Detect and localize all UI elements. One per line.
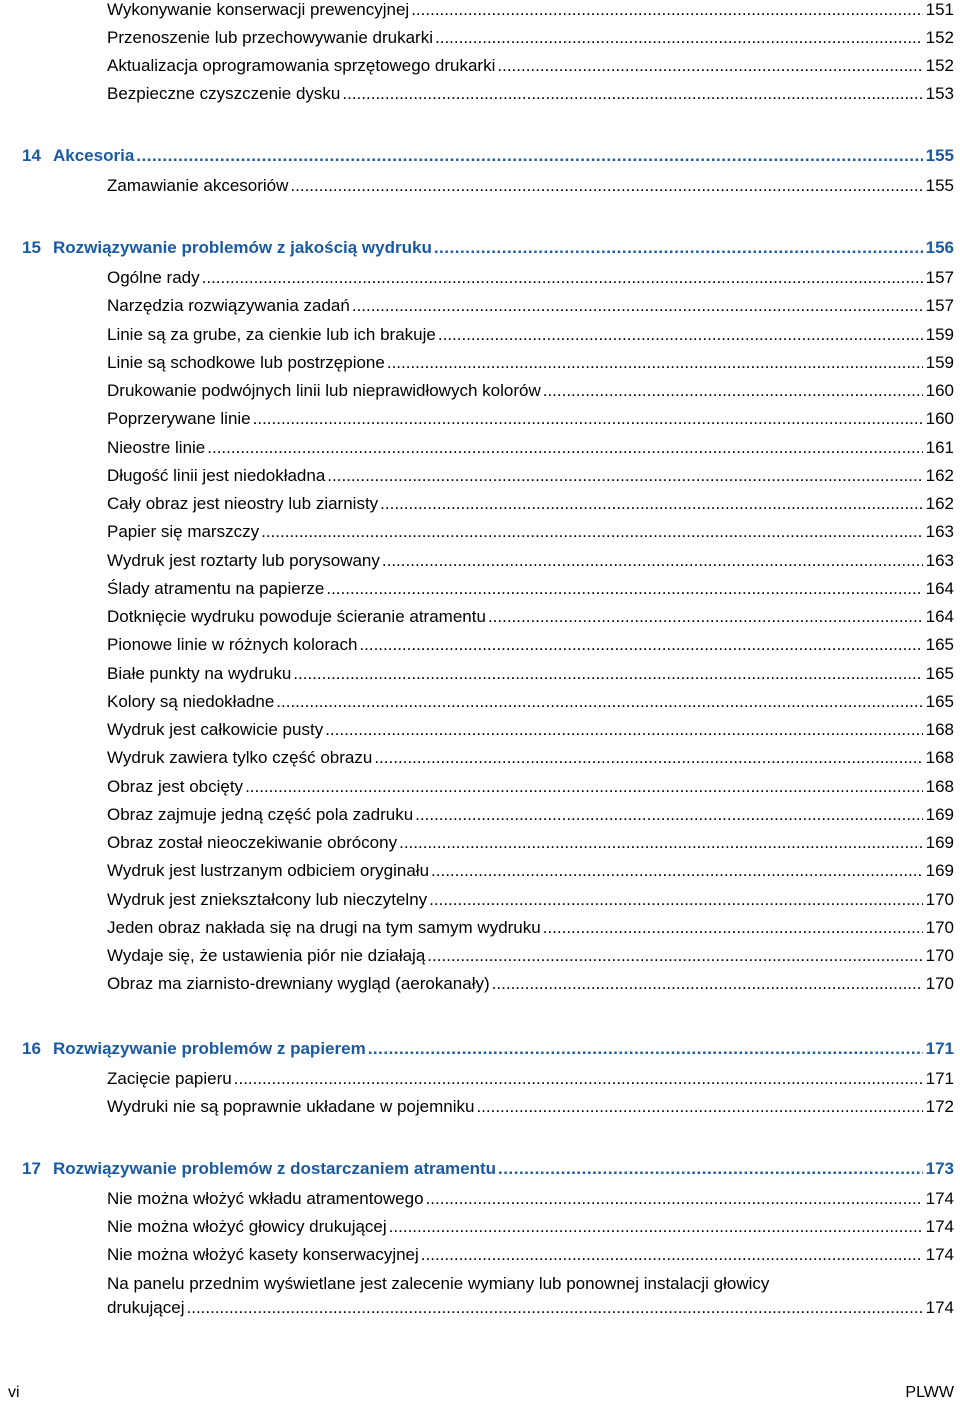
toc-entry-page: 170 [925, 974, 954, 994]
toc-entry-title: Nieostre linie [107, 437, 206, 457]
toc-entry-title: Białe punkty na wydruku [107, 663, 292, 683]
toc-entry[interactable] [107, 296, 954, 320]
leader-dots [476, 1097, 922, 1117]
toc-entry-title: Zamawianie akcesoriów [107, 176, 289, 195]
leader-dots [276, 692, 922, 712]
toc-entry-page: 168 [925, 748, 954, 768]
toc-entry[interactable] [107, 522, 954, 546]
leader-dots [325, 720, 922, 740]
chapter-title: Akcesoria [53, 146, 135, 165]
toc-chapter-16[interactable] [22, 1039, 954, 1063]
toc-entry-title: Nie można włożyć kasety konserwacyjnej [107, 1245, 419, 1264]
toc-entry-page: 162 [925, 465, 954, 485]
leader-dots [399, 833, 923, 853]
toc-entry-title: Nie można włożyć wkładu atramentowego [107, 1189, 424, 1208]
leader-dots [498, 1159, 923, 1179]
toc-entry-title: Długość linii jest niedokładna [107, 465, 326, 485]
toc-entry-page: 165 [925, 691, 954, 711]
leader-dots [426, 1189, 923, 1209]
chapter-number: 14 [22, 146, 41, 165]
leader-dots [434, 238, 923, 258]
toc-entry-page: 169 [925, 861, 954, 881]
toc-entry-title: Wydruk jest roztarty lub porysowany [107, 550, 380, 570]
toc-entry-page: 169 [925, 833, 954, 852]
toc-entry[interactable] [107, 325, 954, 349]
toc-entry-page: 170 [925, 889, 954, 909]
toc-entry-title: Poprzerywane linie [107, 409, 251, 429]
leader-dots [342, 84, 922, 104]
leader-dots [380, 494, 922, 514]
leader-dots [411, 0, 922, 20]
toc-entry[interactable] [107, 56, 954, 80]
toc-entry-page: 164 [925, 607, 954, 626]
toc-entry-title: Bezpieczne czyszczenie dysku [107, 84, 341, 103]
toc-entry[interactable] [107, 1298, 954, 1322]
leader-dots [326, 579, 922, 599]
toc-entry-title: Wydruk jest zniekształcony lub nieczytelny [107, 889, 428, 909]
toc-entry-page: 152 [925, 28, 954, 47]
toc-entry-title: Wydruk zawiera tylko część obrazu [107, 748, 373, 768]
leader-dots [543, 918, 923, 938]
toc-entry[interactable] [107, 1069, 954, 1093]
leader-dots [187, 1298, 923, 1318]
toc-entry-page: 168 [925, 720, 954, 739]
leader-dots [389, 1217, 923, 1237]
toc-entry-title: Wydaje się, że ustawienia piór nie działają [107, 946, 426, 965]
chapter-title: Rozwiązywanie problemów z jakością wydruku [53, 238, 432, 257]
toc-entry[interactable] [107, 381, 954, 405]
leader-dots [327, 466, 922, 486]
toc-entry-page: 165 [925, 635, 954, 655]
toc-entry[interactable] [107, 466, 954, 490]
toc-entry[interactable] [107, 176, 954, 200]
toc-entry[interactable] [107, 438, 954, 462]
toc-entry-page: 172 [925, 1097, 954, 1116]
leader-dots [431, 861, 923, 881]
leader-dots [427, 946, 922, 966]
toc-entry-page: 160 [925, 381, 954, 400]
toc-entry[interactable] [107, 353, 954, 377]
toc-entry-page: 169 [925, 804, 954, 824]
toc-entry-page: 174 [925, 1217, 954, 1236]
toc-entry[interactable] [107, 805, 954, 829]
toc-entry-title: Dotknięcie wydruku powoduje ścieranie atramentu [107, 607, 486, 626]
leader-dots [202, 268, 923, 288]
toc-entry[interactable] [107, 1245, 954, 1269]
toc-entry[interactable] [107, 664, 954, 688]
toc-entry[interactable] [107, 692, 954, 716]
leader-dots [382, 551, 923, 571]
toc-entry-title: Ogólne rady [107, 268, 200, 287]
toc-entry[interactable] [107, 579, 954, 603]
leader-dots [293, 664, 922, 684]
toc-entry[interactable] [107, 748, 954, 772]
toc-entry[interactable] [107, 777, 954, 801]
toc-chapter-15[interactable] [22, 238, 954, 262]
toc-entry[interactable] [107, 918, 954, 942]
toc-entry[interactable] [107, 268, 954, 292]
chapter-number: 17 [22, 1159, 41, 1178]
toc-entry-title: Narzędzia rozwiązywania zadań [107, 296, 350, 316]
toc-entry-title: Wydruki nie są poprawnie układane w pojemniku [107, 1097, 475, 1116]
chapter-title: Rozwiązywanie problemów z papierem [53, 1039, 366, 1058]
footer-page-number: vi [8, 1384, 20, 1401]
toc-entry[interactable] [107, 635, 954, 659]
toc-entry[interactable] [107, 1097, 954, 1121]
chapter-title: Rozwiązywanie problemów z dostarczaniem atramentu [53, 1159, 497, 1178]
toc-entry-title: Linie są za grube, za cienkie lub ich brakuje [107, 324, 436, 344]
toc-entry-title: Wykonywanie konserwacji prewencyjnej [107, 0, 410, 19]
toc-entry-title: Obraz ma ziarnisto-drewniany wygląd (aerokanały) [107, 974, 490, 994]
toc-chapter-14[interactable] [22, 146, 954, 170]
toc-entry-title-line1[interactable]: Na panelu przednim wyświetlane jest zalecenie wymiany lub ponownej instalacji głowicy [107, 1274, 770, 1293]
toc-entry-page: 174 [925, 1189, 954, 1208]
leader-dots [136, 146, 922, 166]
leader-dots [488, 607, 923, 627]
toc-entry-title: Obraz został nieoczekiwanie obrócony [107, 833, 398, 852]
toc-entry-page: 162 [925, 494, 954, 513]
toc-entry-title: Obraz jest obcięty [107, 776, 244, 796]
leader-dots [253, 409, 923, 429]
toc-entry[interactable] [107, 890, 954, 914]
toc-entry-page: 161 [925, 437, 954, 457]
toc-entry-page: 170 [925, 917, 954, 937]
toc-chapter-17[interactable] [22, 1159, 954, 1183]
toc-entry[interactable] [107, 720, 954, 744]
footer-locale-code: PLWW [905, 1384, 954, 1401]
chapter-page: 173 [925, 1159, 954, 1178]
leader-dots [543, 381, 923, 401]
toc-entry-page: 157 [925, 296, 954, 316]
leader-dots [261, 522, 923, 542]
toc-entry[interactable] [107, 0, 954, 24]
leader-dots [415, 805, 922, 825]
toc-entry[interactable] [107, 1217, 954, 1241]
toc-entry[interactable] [107, 551, 954, 575]
leader-dots [374, 748, 922, 768]
toc-entry-page: 170 [925, 946, 954, 965]
toc-entry-title: Aktualizacja oprogramowania sprzętowego drukarki [107, 56, 496, 75]
toc-entry[interactable] [107, 946, 954, 970]
toc-entry-page: 164 [925, 578, 954, 598]
leader-dots [352, 296, 923, 316]
toc-entry-page: 159 [925, 324, 954, 344]
leader-dots [387, 353, 923, 373]
toc-entry-title: Ślady atramentu na papierze [107, 578, 325, 598]
leader-dots [421, 1245, 923, 1265]
toc-entry-page: 160 [925, 409, 954, 429]
chapter-page: 155 [925, 146, 954, 165]
toc-entry-title: Nie można włożyć głowicy drukującej [107, 1217, 387, 1236]
toc-entry[interactable] [107, 607, 954, 631]
toc-entry[interactable] [107, 84, 954, 108]
toc-entry-page: 174 [925, 1245, 954, 1264]
toc-entry[interactable] [107, 1189, 954, 1213]
chapter-page: 156 [925, 238, 954, 257]
toc-entry-page: 174 [925, 1298, 954, 1317]
leader-dots [359, 635, 922, 655]
toc-entry[interactable] [107, 974, 954, 998]
toc-entry-page: 171 [925, 1069, 954, 1088]
toc-entry-title: Przenoszenie lub przechowywanie drukarki [107, 28, 433, 47]
toc-entry-page: 151 [925, 0, 954, 19]
leader-dots [234, 1069, 923, 1089]
toc-entry-page: 153 [925, 84, 954, 103]
toc-entry-page: 157 [925, 268, 954, 287]
leader-dots [435, 28, 923, 48]
toc-entry[interactable] [107, 833, 954, 857]
toc-entry-page: 168 [925, 776, 954, 796]
toc-entry-title: Obraz zajmuje jedną część pola zadruku [107, 804, 414, 824]
toc-entry-title: Linie są schodkowe lub postrzępione [107, 352, 385, 372]
toc-entry-title: Wydruk jest lustrzanym odbiciem oryginału [107, 861, 430, 881]
toc-entry[interactable] [107, 494, 954, 518]
leader-dots [290, 176, 922, 196]
leader-dots [207, 438, 922, 458]
toc-entry[interactable] [107, 28, 954, 52]
leader-dots [429, 890, 922, 910]
toc-entry-page: 152 [925, 56, 954, 75]
leader-dots [368, 1039, 923, 1059]
toc-entry-title: Pionowe linie w różnych kolorach [107, 635, 358, 655]
toc-entry-title: Jeden obraz nakłada się na drugi na tym samym wydruku [107, 917, 541, 937]
leader-dots [438, 325, 923, 345]
leader-dots [492, 974, 923, 994]
toc-entry-page: 163 [925, 550, 954, 570]
toc-entry-title: Kolory są niedokładne [107, 691, 275, 711]
chapter-page: 171 [925, 1039, 954, 1058]
toc-entry-page: 155 [925, 176, 954, 195]
leader-dots [245, 777, 923, 797]
toc-entry-title: Papier się marszczy [107, 522, 260, 542]
leader-dots [497, 56, 922, 76]
toc-entry-title: Cały obraz jest nieostry lub ziarnisty [107, 494, 379, 513]
chapter-number: 15 [22, 238, 41, 257]
toc-entry-page: 159 [925, 352, 954, 372]
toc-entry-title: Zacięcie papieru [107, 1069, 232, 1088]
toc-entry-title: drukującej [107, 1298, 185, 1317]
toc-entry-title: Drukowanie podwójnych linii lub nieprawidłowych kolorów [107, 381, 541, 400]
toc-entry[interactable] [107, 409, 954, 433]
chapter-number: 16 [22, 1039, 41, 1058]
toc-entry-title: Wydruk jest całkowicie pusty [107, 720, 324, 739]
toc-entry-page: 165 [925, 663, 954, 683]
toc-entry-page: 163 [925, 522, 954, 542]
toc-entry[interactable] [107, 861, 954, 885]
